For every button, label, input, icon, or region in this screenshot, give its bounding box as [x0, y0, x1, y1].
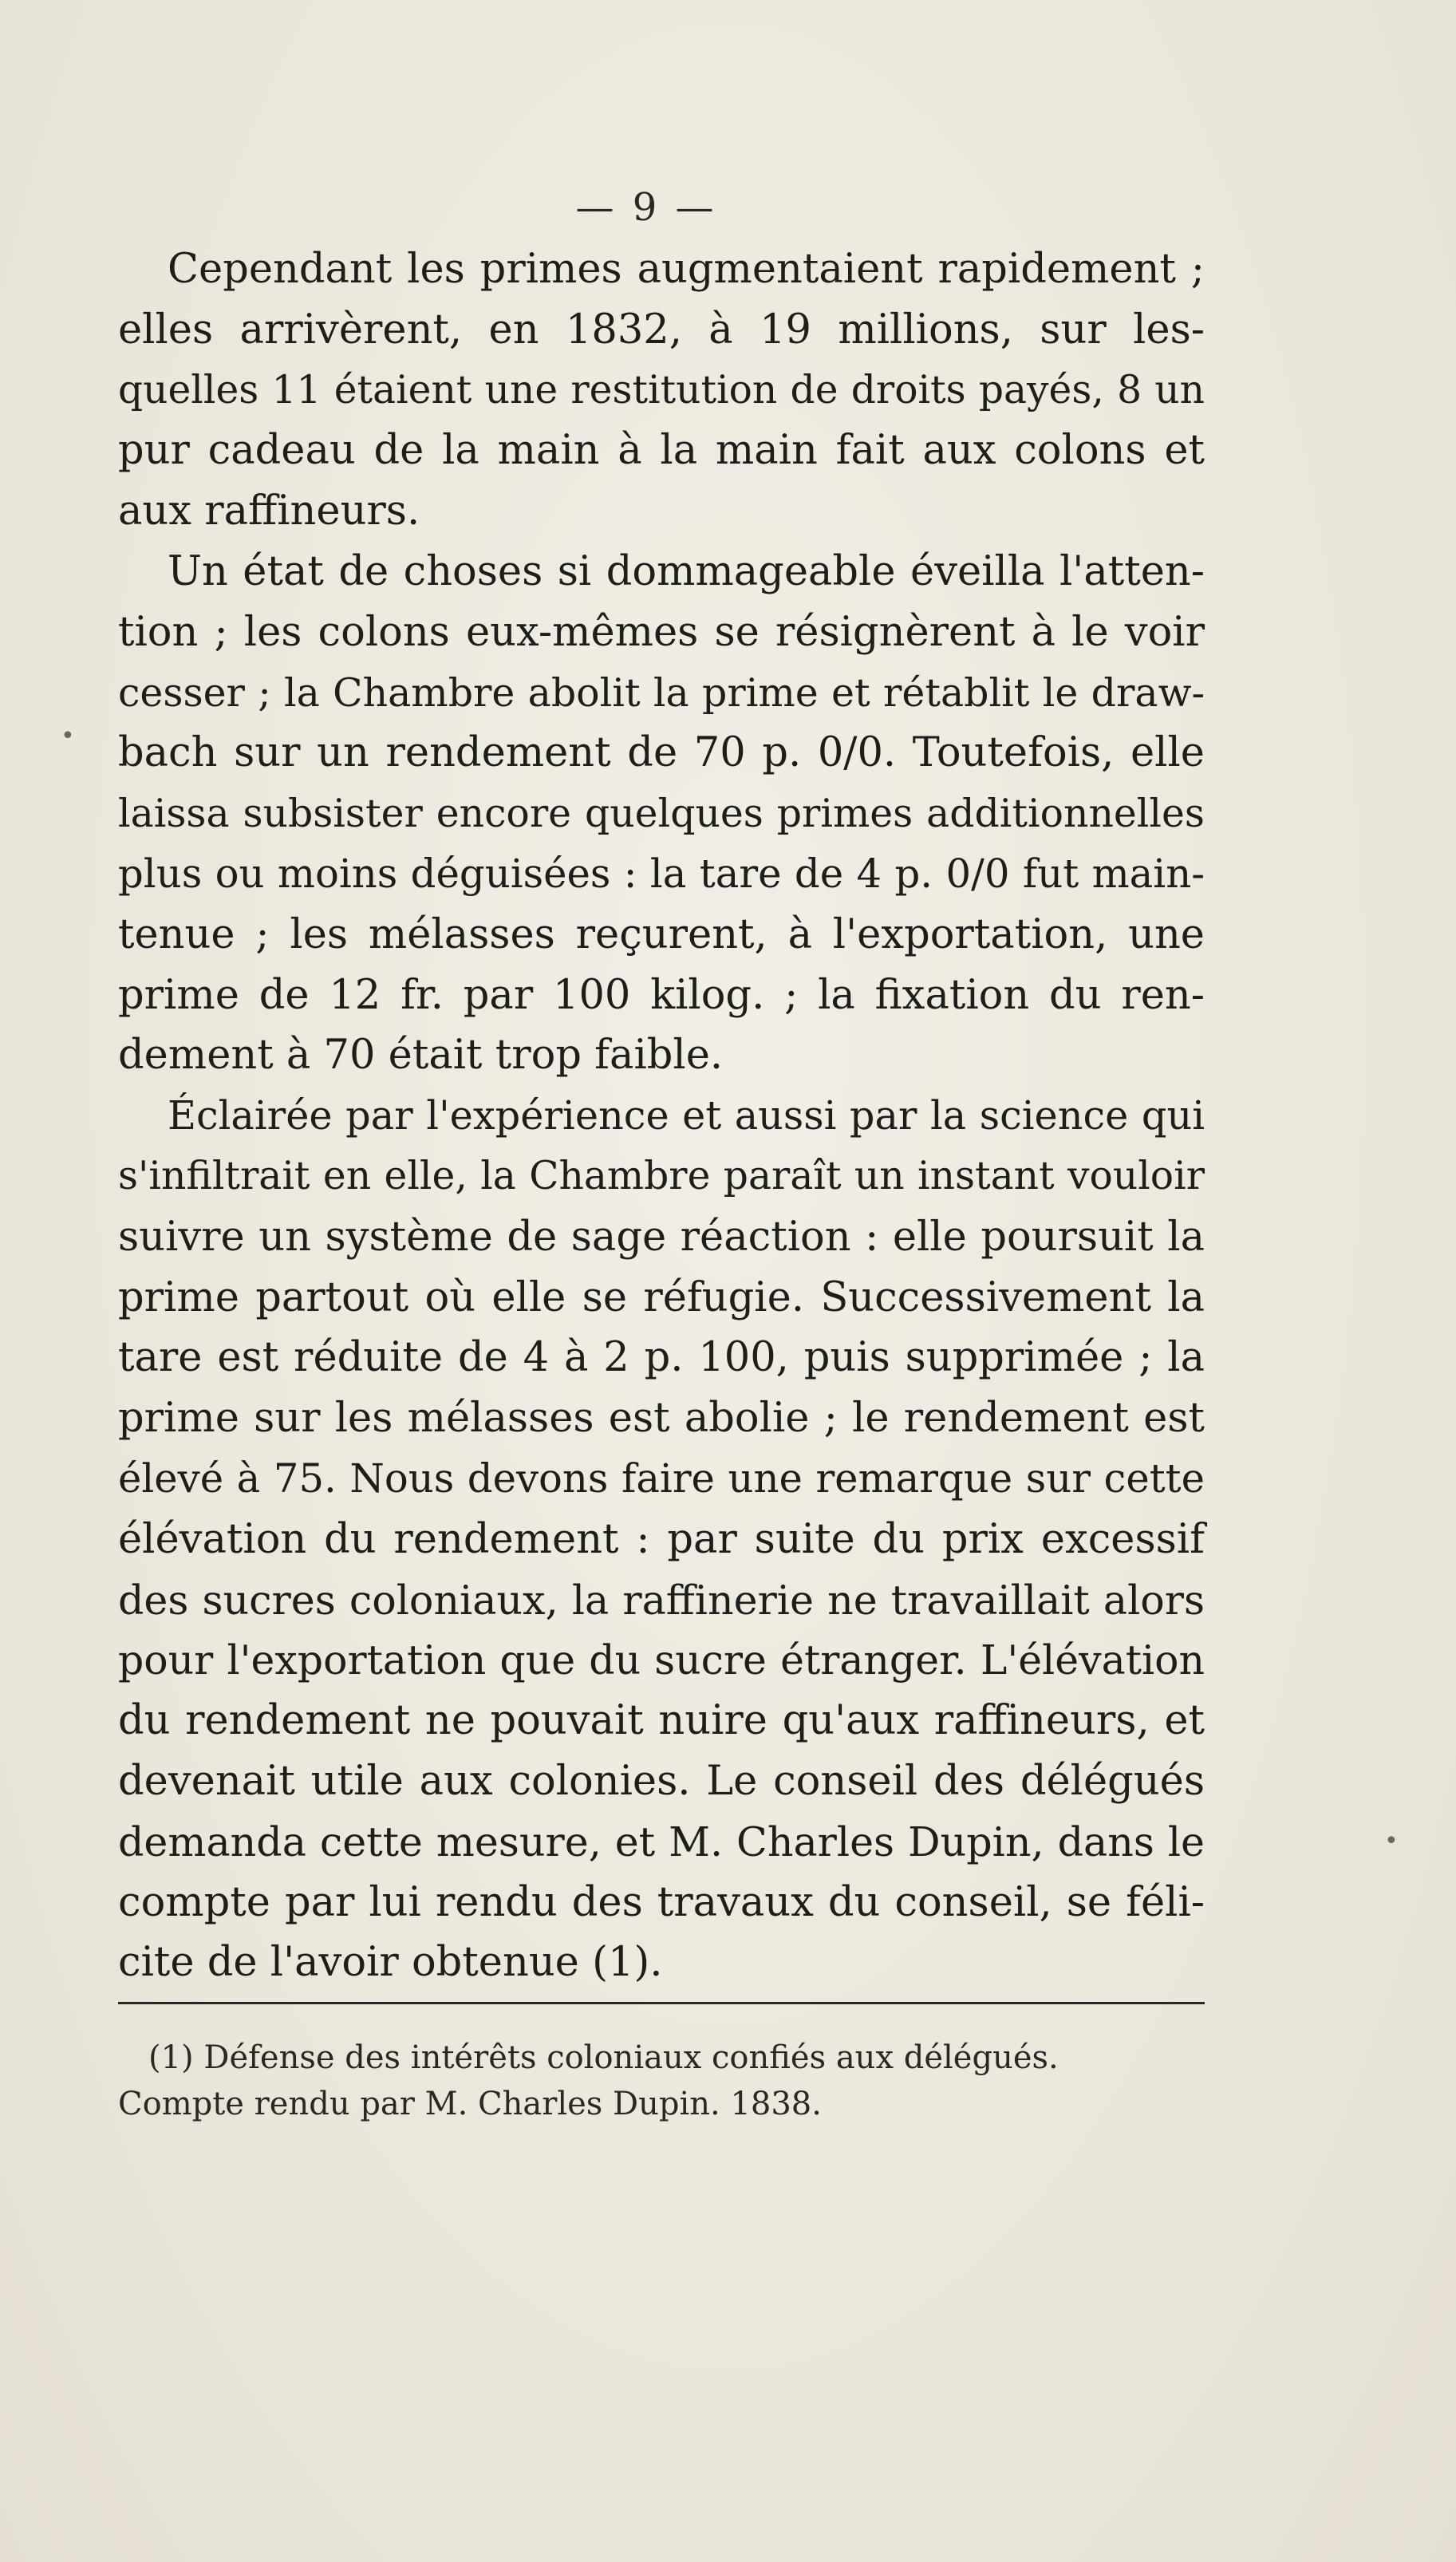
footnote [118, 2035, 1205, 2127]
text-line: s'infiltrait en elle, la Chambre paraît un instant vouloir [118, 1153, 1205, 1198]
text-line: tion ; les colons eux-mêmes se résignèrent à le voir [118, 608, 1205, 656]
footnote-line: Compte rendu par M. Charles Dupin. 1838. [118, 2086, 822, 2122]
body-text [118, 239, 1205, 1993]
text-line: plus ou moins déguisées : la tare de 4 p. 0/0 fut main- [118, 850, 1205, 897]
text-line: quelles 11 étaient une restitution de droits payés, 8 un [118, 367, 1205, 413]
text-line: demanda cette mesure, et M. Charles Dupin, dans le [118, 1818, 1205, 1865]
text-line: aux raffineurs. [118, 488, 420, 535]
text-line: cesser ; la Chambre abolit la prime et rétablit le draw- [118, 669, 1205, 716]
text-line: pur cadeau de la main à la main fait aux colons et [118, 427, 1205, 475]
footnote-rule [118, 2002, 1205, 2004]
text-line: des sucres coloniaux, la raffinerie ne travaillait alors [118, 1576, 1205, 1624]
text-line: pour l'exportation que du sucre étranger. L'élévation [118, 1636, 1205, 1684]
text-line: prime de 12 fr. par 100 kilog. ; la fixation du ren- [118, 971, 1205, 1019]
text-line: tare est réduite de 4 à 2 p. 100, puis supprimée ; la [118, 1334, 1205, 1382]
margin-speck: • [1384, 1827, 1399, 1855]
text-line: dement à 70 était trop faible. [118, 1032, 724, 1080]
text-line: prime sur les mélasses est abolie ; le rendement est [118, 1395, 1205, 1443]
text-line: Cependant les primes augmentaient rapidement ; [168, 246, 1205, 293]
text-line: devenait utile aux colonies. Le conseil des délégués [118, 1757, 1205, 1805]
text-line: laissa subsister encore quelques primes additionnelles [118, 791, 1205, 837]
text-line: compte par lui rendu des travaux du conseil, se féli- [118, 1878, 1205, 1926]
text-line: suivre un système de sage réaction : elle poursuit la [118, 1213, 1205, 1261]
text-line: Un état de choses si dommageable éveilla l'atten- [168, 547, 1205, 595]
text-line: bach sur un rendement de 70 p. 0/0. Toutefois, elle [118, 729, 1205, 777]
footnote-line: (1) Défense des intérêts coloniaux confiés aux délégués. [148, 2039, 1059, 2076]
page-number: — 9 — [575, 185, 717, 230]
text-line: élevé à 75. Nous devons faire une remarque sur cette [118, 1455, 1205, 1502]
margin-speck: • [61, 722, 75, 750]
text-line: elles arrivèrent, en 1832, à 19 millions, sur les- [118, 306, 1205, 353]
text-line: du rendement ne pouvait nuire qu'aux raffineurs, et [118, 1697, 1205, 1745]
text-line: Éclairée par l'expérience et aussi par la science qui [168, 1092, 1205, 1139]
text-line: prime partout où elle se réfugie. Successivement la [118, 1273, 1205, 1321]
text-line: tenue ; les mélasses reçurent, à l'exportation, une [118, 910, 1205, 958]
text-line: cite de l'avoir obtenue (1). [118, 1939, 663, 1987]
text-line: élévation du rendement : par suite du prix excessif [118, 1515, 1205, 1563]
